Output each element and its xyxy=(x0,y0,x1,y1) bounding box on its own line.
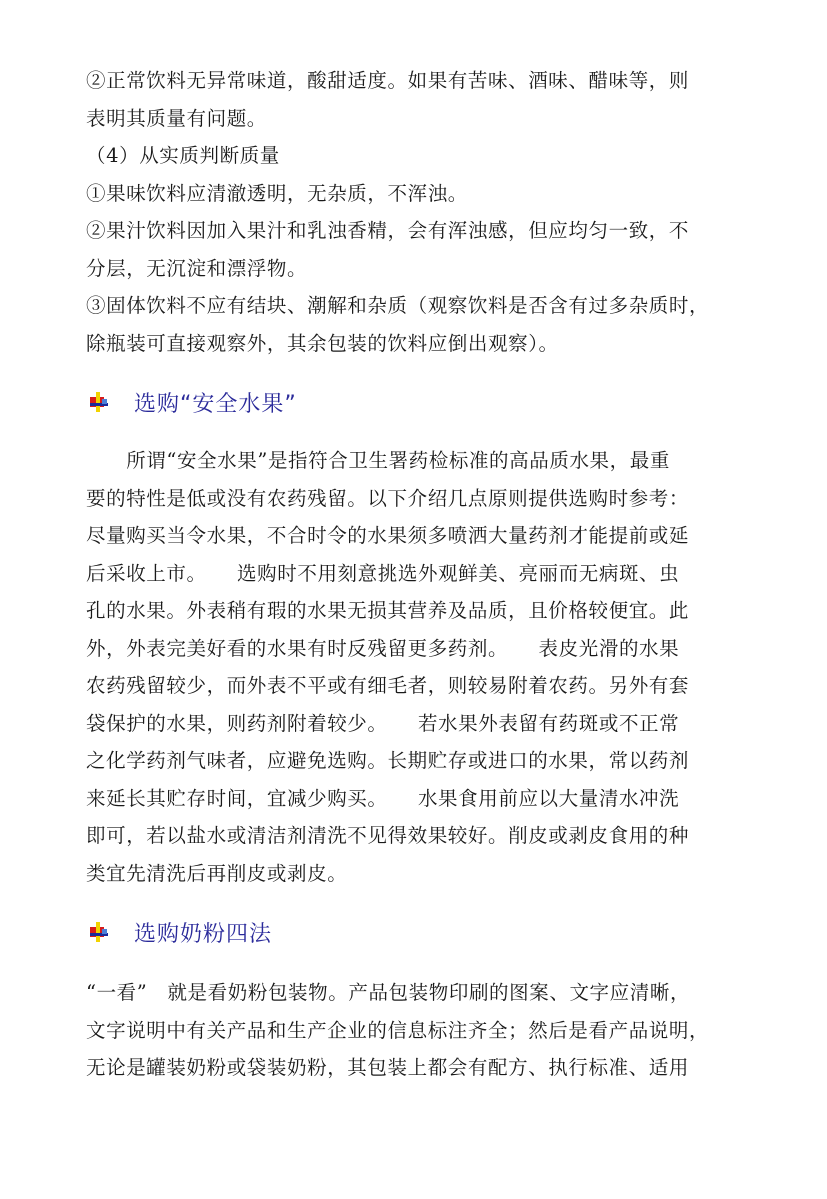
paragraph-line: 农药残留较少，而外表不平或有细毛者，则较易附着农药。另外有套 xyxy=(86,674,690,697)
bullet-icon xyxy=(88,921,110,943)
paragraph-line: ②正常饮料无异常味道，酸甜适度。如果有苦味、酒味、醋味等，则 xyxy=(86,69,690,92)
paragraph-line: 表明其质量有问题。 xyxy=(86,106,267,130)
paragraph-line: 之化学药剂气味者，应避免选购。长期贮存或进口的水果，常以药剂 xyxy=(86,749,690,772)
section-drink-quality xyxy=(86,62,742,362)
paragraph-line: 后采收上市。 选购时不用刻意挑选外观鲜美、亮丽而无病斑、虫 xyxy=(86,561,680,585)
paragraph-line: 类宜先清洗后再削皮或剥皮。 xyxy=(86,861,348,885)
paragraph-line: 除瓶装可直接观察外，其余包装的饮料应倒出观察）。 xyxy=(86,331,559,355)
paragraph-line: ①果味饮料应清澈透明，无杂质，不浑浊。 xyxy=(86,181,468,205)
paragraph-line: 孔的水果。外表稍有瑕的水果无损其营养及品质，且价格较便宜。此 xyxy=(86,599,690,622)
paragraph-line: 外，外表完美好看的水果有时反残留更多药剂。 表皮光滑的水果 xyxy=(86,636,680,660)
paragraph-line: ③固体饮料不应有结块、潮解和杂质（观察饮料是否含有过多杂质时， xyxy=(86,294,710,317)
paragraph-line: 尽量购买当令水果，不合时令的水果须多喷洒大量药剂才能提前或延 xyxy=(86,524,690,547)
section-milk-powder xyxy=(86,974,742,1087)
paragraph-line: 来延长其贮存时间，宜减少购买。 水果食用前应以大量清水冲洗 xyxy=(86,786,680,810)
section-safe-fruit xyxy=(86,442,742,892)
section-heading-safe-fruit xyxy=(88,382,742,422)
document-page xyxy=(86,62,742,1087)
section-heading-milk-powder xyxy=(88,912,742,952)
paragraph-line: 所谓“安全水果”是指符合卫生署药检标准的高品质水果，最重 xyxy=(86,449,670,472)
paragraph-line: 无论是罐装奶粉或袋装奶粉，其包装上都会有配方、执行标准、适用 xyxy=(86,1056,690,1079)
paragraph-line: （4）从实质判断质量 xyxy=(86,144,280,167)
paragraph-line: 即可，若以盐水或清洁剂清洗不见得效果较好。削皮或剥皮食用的种 xyxy=(86,824,690,847)
paragraph-line: 分层，无沉淀和漂浮物。 xyxy=(86,256,308,280)
paragraph-line: 袋保护的水果，则药剂附着较少。 若水果外表留有药斑或不正常 xyxy=(86,711,680,735)
paragraph-line: 文字说明中有关产品和生产企业的信息标注齐全；然后是看产品说明， xyxy=(86,1018,710,1042)
section-title: 选购“安全水果” xyxy=(134,391,297,417)
paragraph-line: 要的特性是低或没有农药残留。以下介绍几点原则提供选购时参考： xyxy=(86,486,690,510)
section-title: 选购奶粉四法 xyxy=(134,921,273,947)
paragraph-line: ②果汁饮料因加入果汁和乳浊香精，会有浑浊感，但应均匀一致，不 xyxy=(86,219,690,242)
bullet-icon xyxy=(88,391,110,413)
paragraph-line: “一看” 就是看奶粉包装物。产品包装物印刷的图案、文字应清晰， xyxy=(86,981,691,1004)
